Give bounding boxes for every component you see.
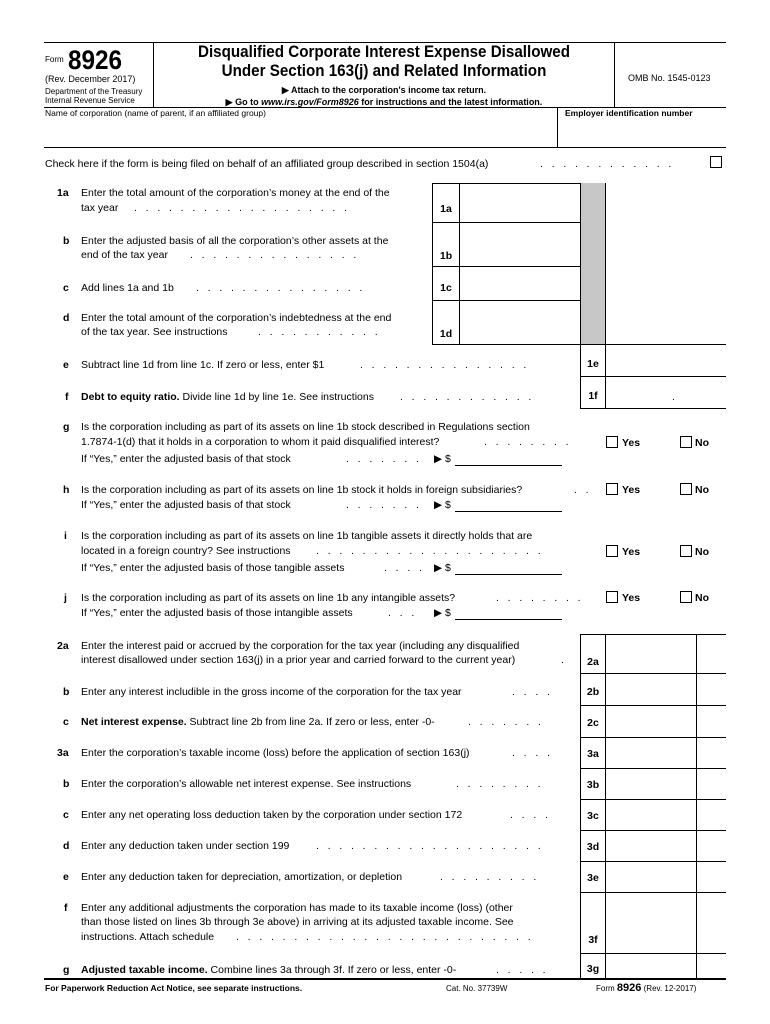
no-label: No [695,592,709,604]
line-1b-amount[interactable] [460,223,580,265]
line-number: 2a [57,640,69,652]
yes-label: Yes [622,546,641,558]
leader-dots: . . . . . . . [468,716,541,728]
ein-divider [557,107,558,147]
ratio-decimal-point: . [672,391,675,403]
leader-dots: . . . . . . . [346,499,419,511]
yes-label: Yes [622,437,641,449]
line-3a-amount[interactable] [606,738,696,767]
line-number: e [63,871,69,883]
line-3g-text: Adjusted taxable income. Combine lines 3a through 3f. If zero or less, enter -0- [81,964,457,976]
line-2b-amount[interactable] [606,674,696,704]
line-1g-if-yes: If “Yes,” enter the adjusted basis of that stock [81,453,291,465]
name-row-bottom-rule [44,147,726,148]
line-1j-if-yes: If “Yes,” enter the adjusted basis of those intangible assets [81,607,353,619]
leader-dots: . . . . . . . . [496,592,581,604]
line-1h-text: Is the corporation including as part of its assets on line 1b stock it holds in foreign subsidiaries? [81,484,523,496]
line-number: f [65,391,69,403]
line-number: j [64,592,67,604]
leader-dots: . . . . . [496,964,546,976]
footer-form-id: Form 8926 (Rev. 12-2017) [596,982,697,994]
line-2a-text: Enter the interest paid or accrued by the corporation for the tax year (including any disqualified [81,640,520,652]
no-label: No [695,484,709,496]
line-number: g [63,421,70,433]
line-1d-amount[interactable] [460,301,580,343]
line-1f-text: Debt to equity ratio. Divide line 1d by line 1e. See instructions [81,391,374,403]
line-3c-text: Enter any net operating loss deduction taken by the corporation under section 172 [81,809,463,821]
rule [605,183,606,344]
line-number: i [64,530,67,542]
line-1c-label: 1c [440,282,452,294]
line-1j-no-checkbox[interactable] [680,591,692,603]
line-2a-label: 2a [587,656,599,668]
line-3e-label: 3e [587,872,599,884]
rule [580,408,726,409]
line-2c-label: 2c [587,717,599,729]
line-1a-amount[interactable] [460,184,580,221]
line-3e-amount[interactable] [606,862,696,891]
cents-divider [696,634,697,978]
footer-rule [44,978,726,980]
line-1g-yes-checkbox[interactable] [606,436,618,448]
line-1e-amount[interactable] [606,345,726,375]
line-3a-label: 3a [587,748,599,760]
line-1i-text: Is the corporation including as part of its assets on line 1b tangible assets it directly holds that are [81,530,533,542]
leader-dots: . . . . . . . . . . . [258,326,378,338]
leader-dots: . . . . . . . [346,453,419,465]
dollar-sign: ▶ $ [434,453,451,465]
leader-dots: . . . [388,607,415,619]
line-3b-label: 3b [586,779,600,791]
line-number: d [63,312,70,324]
line-1j-amount[interactable] [455,619,562,620]
line-1h-if-yes: If “Yes,” enter the adjusted basis of that stock [81,499,291,511]
line-1e-label: 1e [587,358,599,370]
line-1i-if-yes: If “Yes,” enter the adjusted basis of those tangible assets [81,562,345,574]
line-1i-yes-checkbox[interactable] [606,545,618,557]
line-1i-amount[interactable] [455,574,562,575]
line-1b-text: Enter the adjusted basis of all the corporation’s other assets at the [81,235,389,247]
affiliated-group-text: Check here if the form is being filed on behalf of an affiliated group described in section 1504(a) [45,158,489,170]
line-2b-text: Enter any interest includible in the gross income of the corporation for the tax year [81,686,462,698]
corporation-name-label: Name of corporation (name of parent, if an affiliated group) [45,108,266,118]
line-1a-text: tax year [81,202,119,214]
line-1j-yes-checkbox[interactable] [606,591,618,603]
revision-date: (Rev. December 2017) [45,74,136,84]
line-1i-text: located in a foreign country? See instructions [81,545,291,557]
line-number: h [63,484,70,496]
line-1a-label: 1a [440,203,452,215]
line-3d-amount[interactable] [606,831,696,860]
website-instruction: ▶ Go to www.irs.gov/Form8926 for instructions and the latest information. [225,97,543,107]
line-1c-amount[interactable] [460,267,580,299]
line-number: e [63,359,69,371]
line-1g-text: Is the corporation including as part of its assets on line 1b stock described in Regulations section [81,421,530,433]
line-1g-no-checkbox[interactable] [680,436,692,448]
line-3f-text: instructions. Attach schedule [81,931,215,943]
form-number: 8926 [68,45,123,75]
line-1i-no-checkbox[interactable] [680,545,692,557]
irs-website-link[interactable]: www.irs.gov/Form8926 [261,97,359,107]
line-2b-label: 2b [586,686,600,698]
line-number: g [63,964,70,976]
leader-dots: . [561,654,564,666]
leader-dots: . . . . . . . . . . . . . . . . . . . [134,202,347,214]
department: Department of the Treasury [45,87,143,96]
line-number: d [63,840,70,852]
line-3b-amount[interactable] [606,769,696,798]
line-1f-ratio[interactable] [606,377,726,407]
line-3f-text: than those listed on lines 3b through 3e above) in arriving at its adjusted taxable income. See [81,916,514,928]
line-1c-text: Add lines 1a and 1b [81,282,174,294]
line-1h-amount[interactable] [455,511,562,512]
omb-number: OMB No. 1545-0123 [628,73,711,83]
line-number: c [63,716,69,728]
line-1g-text: 1.7874-1(d) that it holds in a corporation to whom it paid disqualified interest? [81,436,440,448]
line-number: f [64,902,68,914]
line-1d-text: of the tax year. See instructions [81,326,228,338]
paperwork-notice: For Paperwork Reduction Act Notice, see separate instructions. [45,983,303,993]
line-3f-amount[interactable] [606,893,696,952]
line-number: b [63,235,70,247]
line-1b-label: 1b [439,250,453,262]
line-number: b [63,778,70,790]
line-3b-text: Enter the corporation’s allowable net interest expense. See instructions [81,778,412,790]
line-1h-yes-checkbox[interactable] [606,483,618,495]
line-3d-label: 3d [586,841,600,853]
line-number: b [63,686,70,698]
leader-dots: . . . . . . . . [456,778,541,790]
line-1a-text: Enter the total amount of the corporation’s money at the end of the [81,187,390,199]
line-3a-text: Enter the corporation’s taxable income (loss) before the application of section 163(j) [81,747,470,759]
no-label: No [695,437,709,449]
leader-dots: . . . . [512,686,550,698]
leader-dots: . . . . . . . . . . . . . . . . . . . . . . . . . . [236,931,531,943]
line-3f-text: Enter any additional adjustments the corporation has made to its taxable income (loss) (other [81,902,513,914]
shaded-column [581,183,605,344]
line-number: 1a [57,187,69,199]
catalog-number: Cat. No. 37739W [446,984,508,993]
line-3g-amount[interactable] [606,954,696,977]
form-title: Disqualified Corporate Interest Expense Disallowed Under Section 163(j) and Related Information ▶ Attach to the corporation's income tax return. ▶ Go to www.irs.gov/Form8926 for instructions and the latest information. [154,43,614,108]
line-2c-amount[interactable] [606,706,696,736]
agency: Internal Revenue Service [45,96,135,105]
leader-dots: . . . . . . . . . . . . [540,158,672,170]
line-number: c [63,282,69,294]
leader-dots: . . . . [512,747,550,759]
line-number: c [63,809,69,821]
line-3d-text: Enter any deduction taken under section 199 [81,840,290,852]
leader-dots: . . . . [384,562,422,574]
attach-instruction: ▶ Attach to the corporation's income tax return. [281,85,487,95]
leader-dots: . . . . . . . . . . . . . . . [190,249,357,261]
line-3e-text: Enter any deduction taken for depreciation, amortization, or depletion [81,871,403,883]
line-2a-amount[interactable] [606,635,696,672]
yes-label: Yes [622,592,641,604]
line-3f-label: 3f [588,934,598,946]
leader-dots: . . . . . . . . . . . . . . . . . . . . [316,840,541,852]
ein-label: Employer identification number [565,108,693,118]
line-1d-label: 1d [439,328,453,340]
dollar-sign: ▶ $ [434,562,451,574]
ein-field[interactable] [560,120,725,146]
corporation-name-field[interactable] [45,120,555,146]
yes-label: Yes [622,484,641,496]
line-1d-text: Enter the total amount of the corporation’s indebtedness at the end [81,312,392,324]
line-1b-text: end of the tax year [81,249,168,261]
leader-dots: . . . . . . . . . . . . . . . [196,282,363,294]
leader-dots: . . . . . . . . . . . . . . . [360,359,527,371]
line-2c-text: Net interest expense. Subtract line 2b from line 2a. If zero or less, enter -0- [81,716,435,728]
line-number: 3a [57,747,69,759]
affiliated-group-checkbox[interactable] [710,156,722,168]
dollar-sign: ▶ $ [434,499,451,511]
dollar-sign: ▶ $ [434,607,451,619]
line-1f-label: 1f [588,390,598,402]
line-1j-text: Is the corporation including as part of its assets on line 1b any intangible assets? [81,592,456,604]
leader-dots: . . . . . . . . . . . . [400,391,532,403]
leader-dots: . . . . . . . . [484,436,569,448]
line-1h-no-checkbox[interactable] [680,483,692,495]
leader-dots: . . [574,484,589,496]
line-1e-text: Subtract line 1d from line 1c. If zero or less, enter $1 [81,359,325,371]
line-3c-amount[interactable] [606,800,696,829]
rule [580,183,581,344]
line-3g-label: 3g [586,963,600,975]
line-2a-text: interest disallowed under section 163(j) in a prior year and carried forward to the current year) [81,654,516,666]
header-divider-right [614,43,615,107]
leader-dots: . . . . . . . . . . . . . . . . . . . . [316,545,541,557]
line-3c-label: 3c [587,810,599,822]
no-label: No [695,546,709,558]
form-word: Form [45,55,64,64]
leader-dots: . . . . . . . . . [440,871,537,883]
leader-dots: . . . . [510,809,548,821]
line-1g-amount[interactable] [455,465,562,466]
